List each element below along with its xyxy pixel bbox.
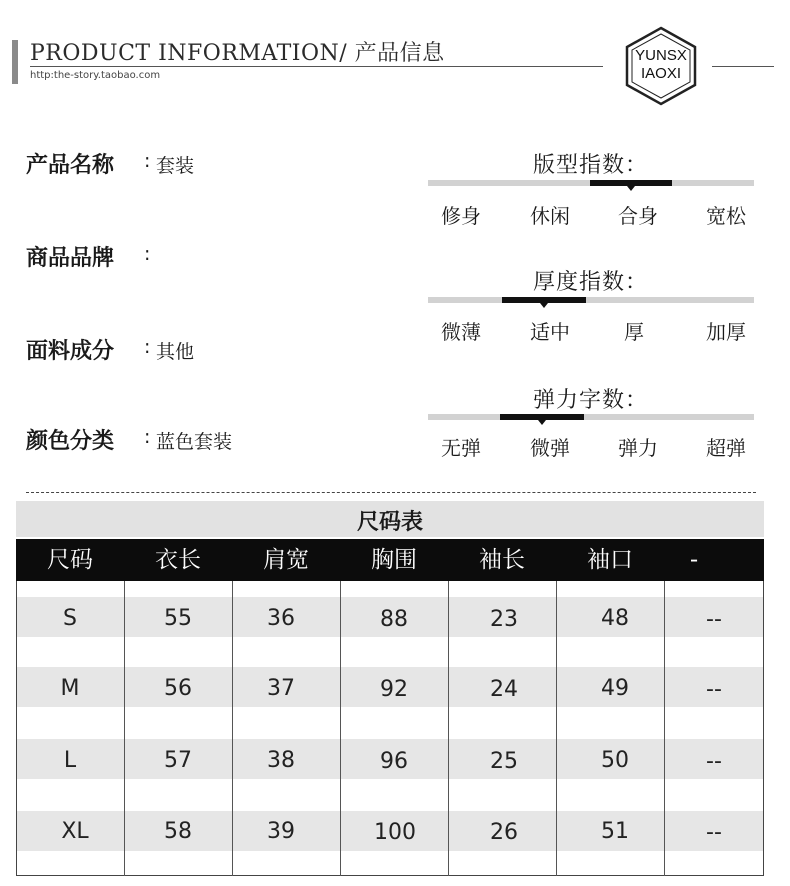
- brand-logo-text: [624, 47, 698, 83]
- logo-line-2: IAOXI: [640, 65, 681, 82]
- table-cell: 96: [380, 749, 408, 774]
- stretch-option: 弹力: [618, 436, 658, 460]
- fit-index-title: 版型指数：: [533, 153, 649, 178]
- column-header: 袖口: [587, 547, 633, 573]
- section-divider: [26, 492, 756, 493]
- thickness-option: 适中: [530, 320, 570, 344]
- info-sep: :: [144, 336, 151, 358]
- info-sep: :: [144, 150, 151, 172]
- table-cell: 25: [490, 749, 518, 774]
- thickness-option: 加厚: [706, 320, 746, 344]
- info-value-name: 套装: [156, 155, 195, 177]
- size-cell: XL: [61, 819, 89, 844]
- column-header: 肩宽: [263, 547, 309, 573]
- table-cell: 56: [164, 676, 192, 701]
- stretch-option: 微弹: [530, 436, 570, 460]
- table-cell: 38: [267, 748, 295, 773]
- table-cell: 57: [164, 748, 192, 773]
- table-cell: 55: [164, 606, 192, 631]
- fit-option: 宽松: [706, 204, 746, 228]
- store-url: http:the-story.taobao.com: [30, 70, 161, 81]
- table-cell: 48: [601, 606, 629, 631]
- table-cell: 50: [601, 748, 629, 773]
- thickness-marker-arrow-icon: [540, 303, 548, 308]
- header-accent-bar: [12, 40, 18, 84]
- stretch-index-title: 弹力字数：: [533, 388, 649, 413]
- thickness-option: 微薄: [441, 320, 481, 344]
- fit-option: 合身: [618, 204, 658, 228]
- size-table-title: 尺码表: [356, 510, 423, 535]
- info-label-name: 产品名称: [26, 153, 115, 178]
- column-header: 袖长: [479, 547, 525, 573]
- fit-marker-arrow-icon: [627, 186, 635, 191]
- thickness-index-track: [428, 297, 754, 303]
- table-cell: 51: [601, 819, 629, 844]
- table-cell: 100: [374, 820, 416, 845]
- table-cell: 36: [267, 606, 295, 631]
- info-sep: :: [144, 243, 151, 265]
- column-header: 胸围: [371, 547, 417, 573]
- table-cell: 24: [490, 677, 518, 702]
- table-cell: --: [706, 607, 722, 632]
- stretch-index-track: [428, 414, 754, 420]
- header-divider: [30, 66, 603, 67]
- fit-option: 修身: [441, 204, 481, 228]
- info-label-fabric: 面料成分: [26, 339, 115, 364]
- info-sep: :: [144, 426, 151, 448]
- info-value-fabric: 其他: [156, 341, 195, 363]
- size-cell: L: [63, 748, 77, 773]
- table-cell: --: [706, 749, 722, 774]
- table-cell: 26: [490, 820, 518, 845]
- column-header: -: [689, 547, 699, 573]
- size-cell: M: [60, 676, 80, 701]
- logo-line-1: YUNSX: [635, 47, 687, 64]
- info-value-color: 蓝色套装: [156, 431, 233, 453]
- info-label-brand: 商品品牌: [26, 246, 115, 271]
- fit-option: 休闲: [530, 204, 570, 228]
- table-cell: --: [706, 677, 722, 702]
- table-cell: 88: [380, 607, 408, 632]
- thickness-index-title: 厚度指数：: [533, 270, 649, 295]
- column-header: 尺码: [47, 547, 93, 573]
- size-cell: S: [63, 606, 77, 631]
- stretch-option: 无弹: [441, 436, 481, 460]
- table-cell: 92: [380, 677, 408, 702]
- table-cell: 49: [601, 676, 629, 701]
- table-cell: 23: [490, 607, 518, 632]
- info-label-color: 颜色分类: [26, 429, 115, 454]
- column-header: 衣长: [155, 547, 201, 573]
- table-cell: 37: [267, 676, 295, 701]
- header-divider-right: [712, 66, 774, 67]
- thickness-option: 厚: [624, 320, 644, 344]
- page-title: PRODUCT INFORMATION/ 产品信息: [30, 41, 445, 66]
- stretch-marker-arrow-icon: [538, 420, 546, 425]
- stretch-option: 超弹: [706, 436, 746, 460]
- table-cell: 58: [164, 819, 192, 844]
- table-cell: --: [706, 820, 722, 845]
- table-cell: 39: [267, 819, 295, 844]
